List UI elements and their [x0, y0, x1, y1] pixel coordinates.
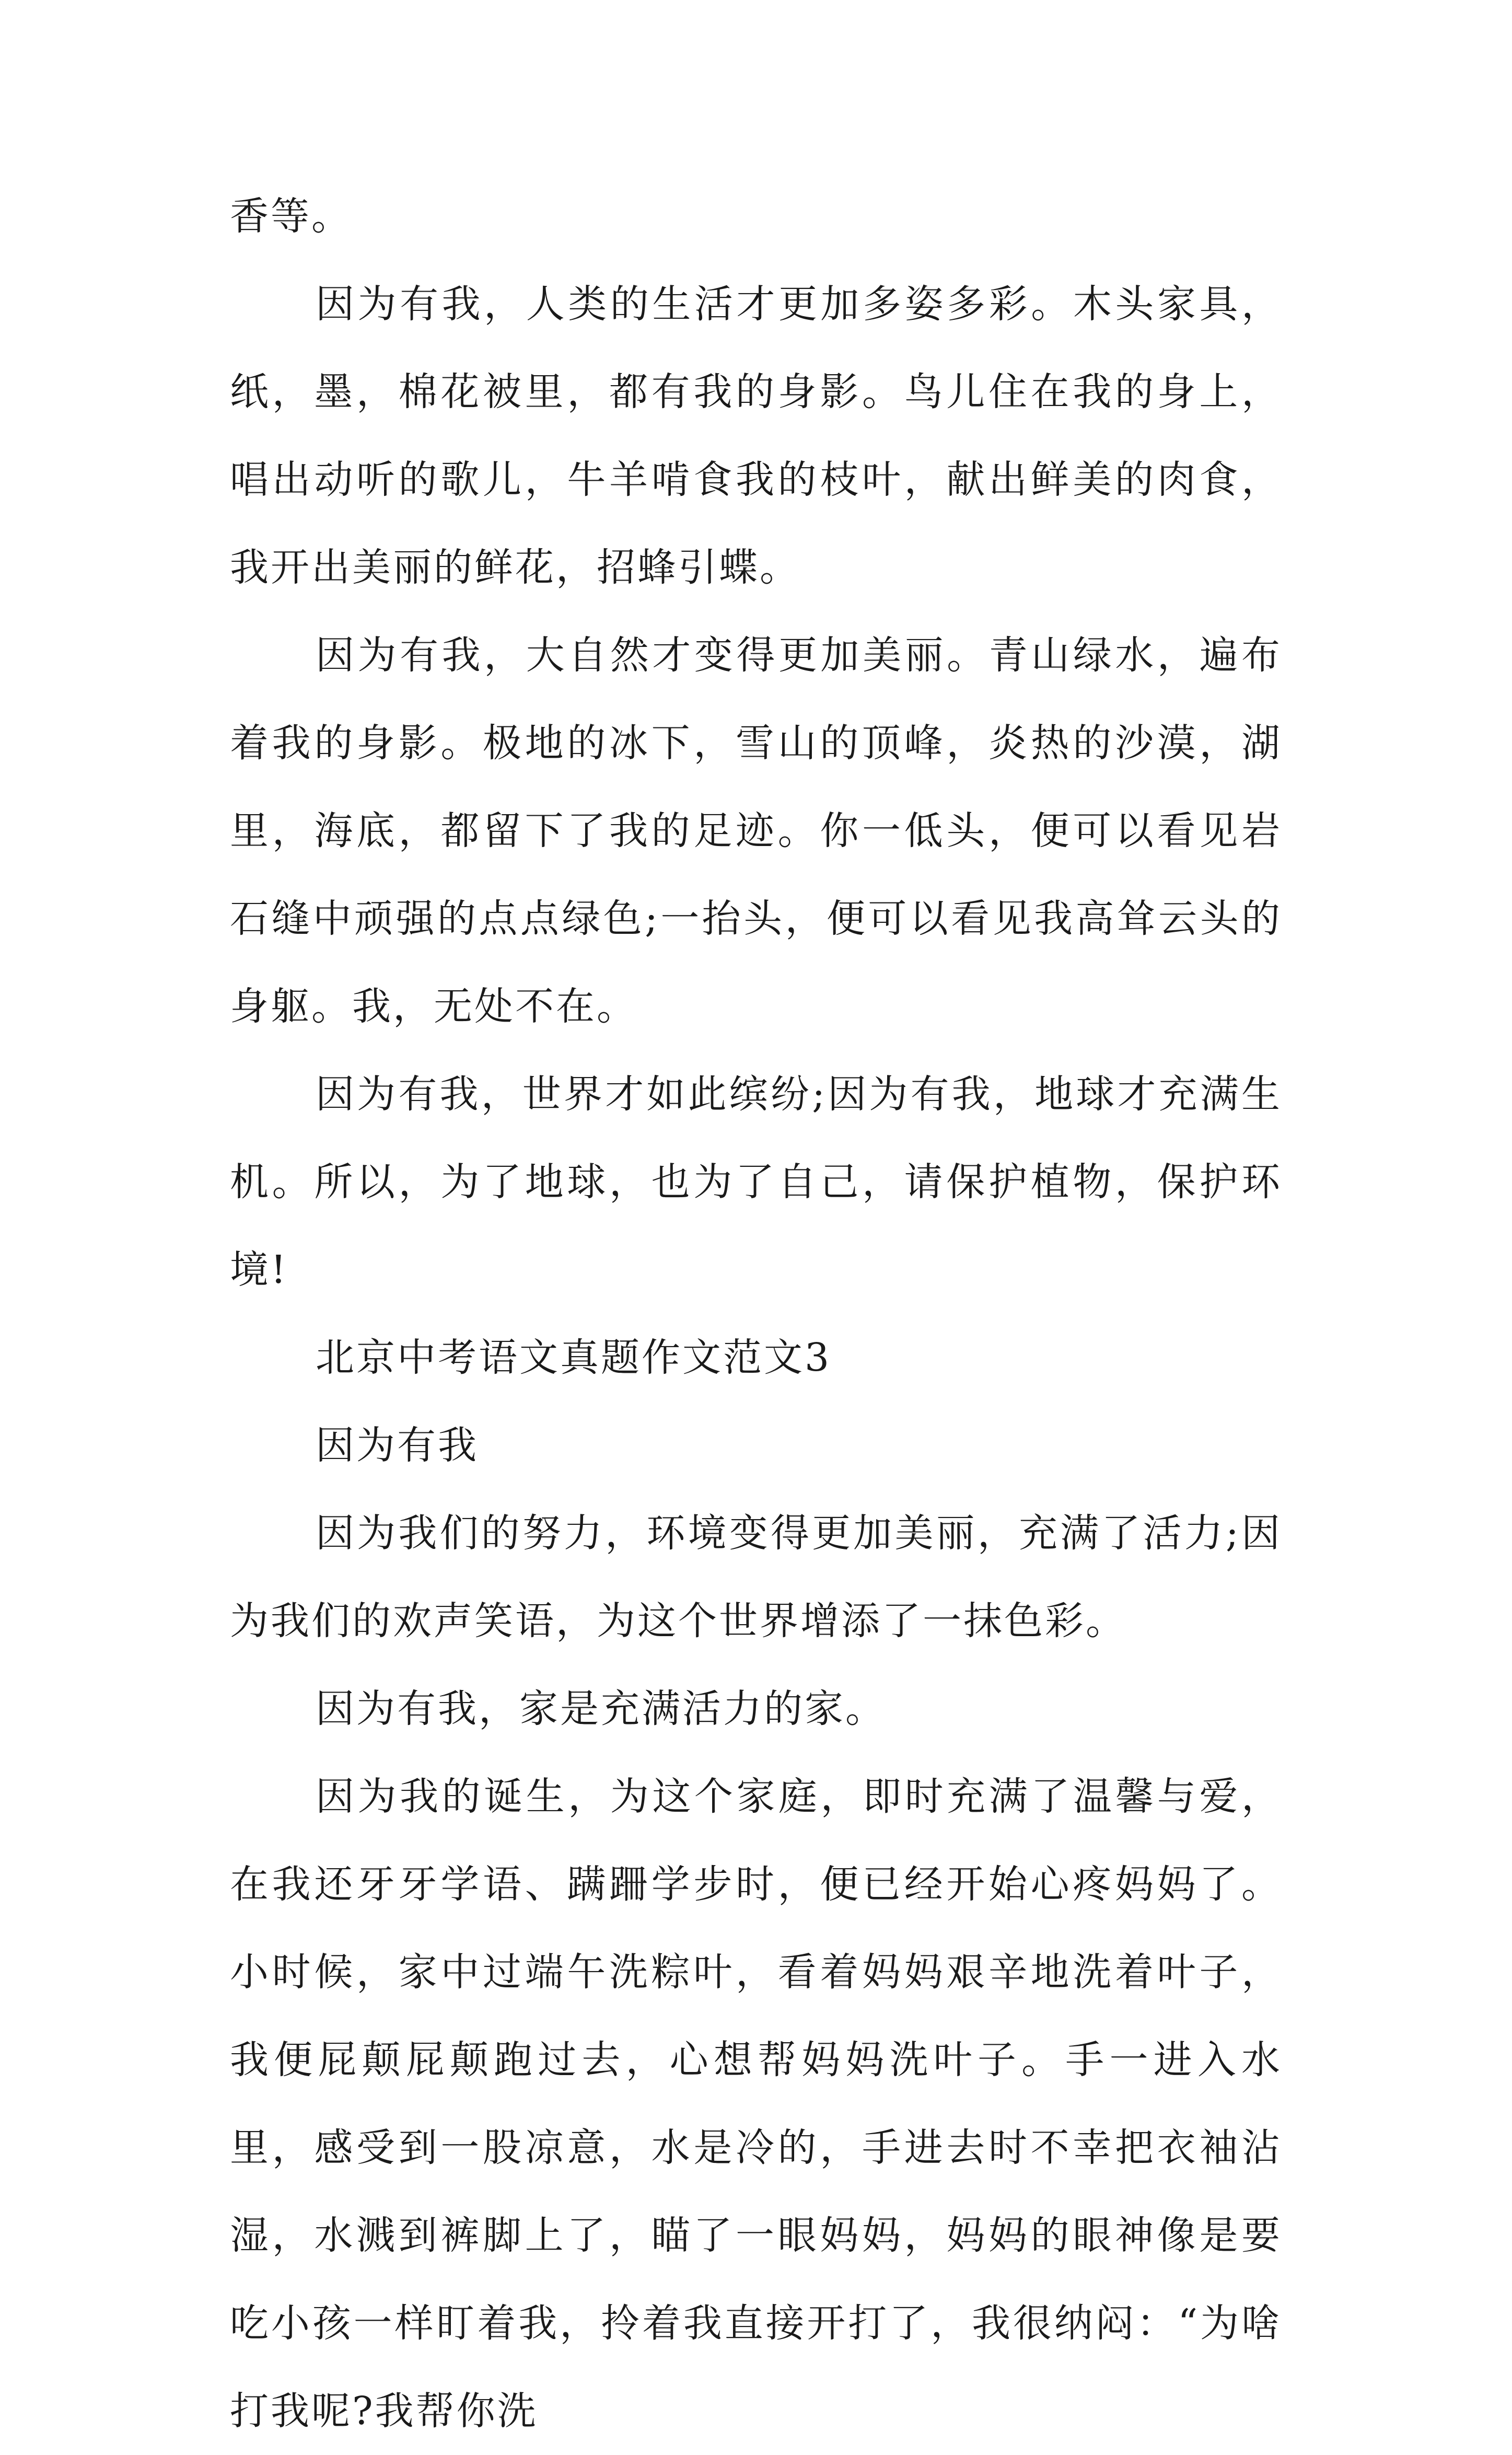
paragraph: 因为我的诞生，为这个家庭，即时充满了温馨与爱，在我还牙牙学语、蹒跚学步时，便已经开始心疼妈妈了。小时候，家中过端午洗粽叶，看着妈妈艰辛地洗着叶子，我便屁颠屁颠跑过去，心想帮妈妈洗叶子。手一进入水里，感受到一股凉意，水是冷的，手进去时不幸把衣袖沾湿，水溅到裤脚上了，瞄了一眼妈妈，妈妈的眼神像是要吃小孩一样盯着我，拎着我直接开打了，我很纳闷：“为啥打我呢?我帮你洗 — [230, 1774, 1282, 2434]
section-heading: 北京中考语文真题作文范文3 — [316, 1335, 832, 1380]
paragraph: 因为有我，世界才如此缤纷;因为有我，地球才充满生机。所以，为了地球，也为了自己，请保护植物，保护环境! — [230, 1072, 1282, 1292]
paragraph: 香等。 — [230, 194, 352, 239]
essay-title: 因为有我 — [316, 1423, 479, 1468]
paragraph: 因为有我，人类的生活才更加多姿多彩。木头家具，纸，墨，棉花被里，都有我的身影。鸟儿住在我的身上，唱出动听的歌儿，牛羊啃食我的枝叶，献出鲜美的肉食，我开出美丽的鲜花，招蜂引蝶。 — [230, 282, 1282, 590]
paragraph: 因为有我，家是充满活力的家。 — [316, 1686, 886, 1731]
paragraph: 因为有我，大自然才变得更加美丽。青山绿水，遍布着我的身影。极地的冰下，雪山的顶峰，炎热的沙漠，湖里，海底，都留下了我的足迹。你一低头，便可以看见岩石缝中顽强的点点绿色;一抬头，便可以看见我高耸云头的身躯。我，无处不在。 — [230, 633, 1282, 1029]
document-body — [230, 172, 1282, 2455]
paragraph: 因为我们的努力，环境变得更加美丽，充满了活力;因为我们的欢声笑语，为这个世界增添了一抹色彩。 — [230, 1511, 1282, 1643]
